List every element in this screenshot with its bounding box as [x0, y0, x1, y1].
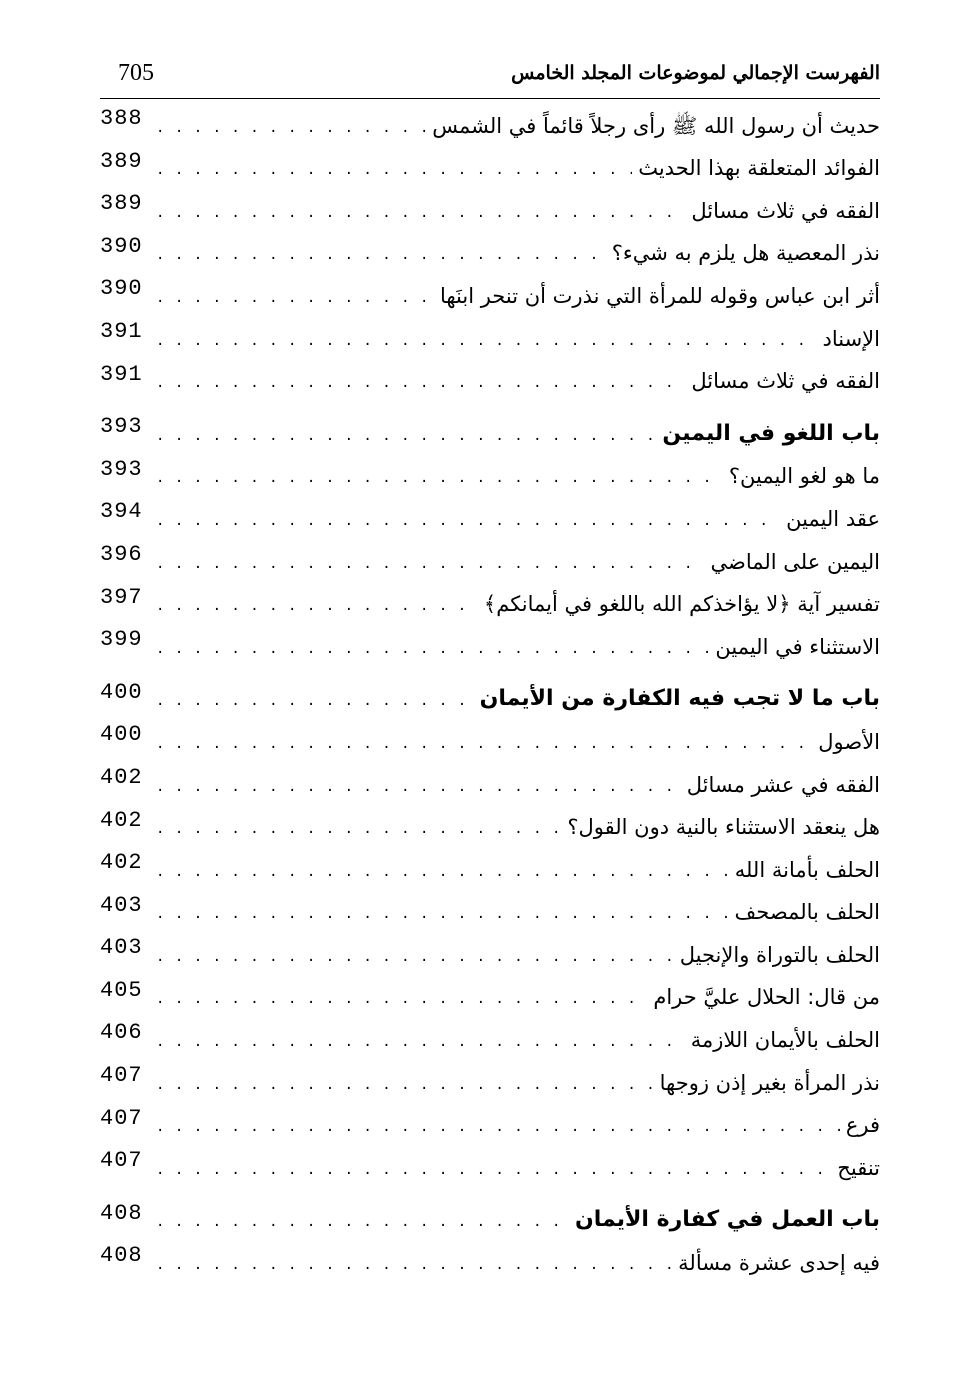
- toc-page-number: 407: [100, 1105, 143, 1131]
- toc-page-number: 405: [100, 977, 143, 1003]
- toc-entry[interactable]: [96, 929, 880, 972]
- toc-page-number: 407: [100, 1063, 143, 1089]
- dot-leader: [156, 737, 812, 759]
- toc-page-number: 407: [100, 1148, 143, 1174]
- dot-leader: [156, 1035, 685, 1057]
- toc-entry-title: من قال: الحلال عليَّ حرام: [653, 985, 880, 1010]
- running-title: الفهرست الإجمالي لموضوعات المجلد الخامس: [511, 62, 880, 84]
- toc-entry[interactable]: [96, 143, 880, 186]
- dot-leader: [156, 599, 478, 621]
- toc-page-number: 402: [100, 850, 143, 876]
- toc-entry[interactable]: [96, 579, 880, 622]
- dot-leader: [156, 992, 647, 1014]
- toc-page-number: 388: [100, 106, 143, 131]
- toc-entry-title: الحلف بالأيمان اللازمة: [690, 1028, 880, 1053]
- dot-leader: [156, 907, 729, 929]
- toc-entry[interactable]: [96, 1237, 880, 1280]
- toc-entry-title: نذر المعصية هل يلزم به شيء؟: [611, 241, 880, 266]
- toc-entry-title: ما هو لغو اليمين؟: [728, 464, 880, 489]
- dot-leader: [156, 121, 426, 143]
- toc-entry[interactable]: [96, 716, 880, 759]
- toc-page-number: 403: [100, 935, 143, 961]
- toc-entry-title: باب ما لا تجب فيه الكفارة من الأيمان: [479, 686, 880, 712]
- toc-page-number: 402: [100, 764, 143, 790]
- toc-entry-title: الإسناد: [822, 326, 880, 351]
- toc-chapter-heading[interactable]: [96, 674, 880, 717]
- toc-entry[interactable]: [96, 493, 880, 536]
- toc-entry[interactable]: [96, 100, 880, 143]
- dot-leader: [156, 950, 674, 972]
- toc-entry[interactable]: [96, 185, 880, 228]
- dot-leader: [156, 865, 729, 887]
- toc-entry-title: هل ينعقد الاستثناء بالنية دون القول؟: [567, 815, 880, 840]
- toc-entry-title: باب اللغو في اليمين: [662, 420, 880, 446]
- toc-page-number: 399: [100, 627, 143, 653]
- toc-entry-title: الأصول: [818, 729, 880, 754]
- toc-page-number: 390: [100, 276, 143, 302]
- toc-entry[interactable]: [96, 972, 880, 1015]
- toc-entry-title: فيه إحدى عشرة مسألة: [678, 1251, 880, 1276]
- dot-leader: [156, 334, 817, 356]
- dot-leader: [156, 163, 632, 185]
- dot-leader: [156, 291, 434, 313]
- table-of-contents: [96, 100, 880, 1280]
- toc-page-number: 403: [100, 892, 143, 918]
- toc-page-number: 390: [100, 233, 143, 259]
- toc-page-number: 408: [100, 1243, 143, 1269]
- toc-entry[interactable]: [96, 621, 880, 664]
- dot-leader: [156, 1120, 840, 1142]
- toc-entry-title: الفقه في عشر مسائل: [686, 772, 880, 797]
- toc-page-number: 408: [100, 1200, 143, 1226]
- toc-entry[interactable]: [96, 228, 880, 271]
- toc-page-number: 391: [100, 361, 143, 387]
- toc-page-number: 397: [100, 584, 143, 610]
- page-number: 705: [118, 60, 154, 86]
- toc-entry[interactable]: [96, 1100, 880, 1143]
- toc-entry[interactable]: [96, 802, 880, 845]
- toc-entry[interactable]: [96, 536, 880, 579]
- dot-leader: [156, 1215, 569, 1237]
- toc-entry-title: الحلف بالتوراة والإنجيل: [679, 942, 880, 967]
- toc-chapter-heading[interactable]: [96, 408, 880, 451]
- toc-page-number: 400: [100, 722, 143, 748]
- dot-leader: [156, 429, 656, 451]
- toc-entry[interactable]: [96, 451, 880, 494]
- toc-page-number: 394: [100, 499, 143, 525]
- toc-page-number: 402: [100, 807, 143, 833]
- toc-entry[interactable]: [96, 844, 880, 887]
- dot-leader: [156, 822, 561, 844]
- toc-page-number: 393: [100, 456, 143, 482]
- toc-entry-title: تنقيح: [837, 1155, 880, 1180]
- dot-leader: [156, 1078, 654, 1100]
- toc-entry[interactable]: [96, 887, 880, 930]
- dot-leader: [156, 780, 681, 802]
- dot-leader: [156, 376, 685, 398]
- toc-entry-title: الحلف بالمصحف: [734, 900, 880, 925]
- toc-page-number: 389: [100, 148, 143, 174]
- toc-page-number: 393: [100, 414, 143, 440]
- toc-page-number: 400: [100, 679, 143, 705]
- toc-chapter-heading[interactable]: [96, 1195, 880, 1238]
- toc-entry[interactable]: [96, 270, 880, 313]
- toc-entry[interactable]: [96, 1142, 880, 1185]
- toc-entry-title: حديث أن رسول الله ﷺ رأى رجلاً قائماً في الشمس: [432, 113, 880, 138]
- toc-entry[interactable]: [96, 313, 880, 356]
- toc-entry[interactable]: [96, 759, 880, 802]
- dot-leader: [156, 1258, 672, 1280]
- toc-entry-title: الفقه في ثلاث مسائل: [691, 198, 880, 223]
- toc-entry[interactable]: [96, 1014, 880, 1057]
- toc-entry-title: اليمين على الماضي: [710, 549, 880, 574]
- dot-leader: [156, 206, 685, 228]
- toc-entry[interactable]: [96, 356, 880, 399]
- toc-entry-title: عقد اليمين: [786, 506, 880, 531]
- toc-page-number: 406: [100, 1020, 143, 1046]
- header-divider: [100, 98, 880, 99]
- dot-leader: [156, 471, 723, 493]
- dot-leader: [156, 248, 606, 270]
- toc-entry-title: الفقه في ثلاث مسائل: [691, 369, 880, 394]
- toc-page-number: 389: [100, 191, 143, 217]
- dot-leader: [156, 514, 780, 536]
- toc-entry-title: الحلف بأمانة الله: [734, 857, 880, 882]
- dot-leader: [156, 1163, 831, 1185]
- page-header: [100, 58, 880, 96]
- toc-entry-title: باب العمل في كفارة الأيمان: [574, 1207, 880, 1233]
- dot-leader: [156, 642, 709, 664]
- toc-entry-title: الفوائد المتعلقة بهذا الحديث: [638, 156, 880, 181]
- dot-leader: [156, 557, 705, 579]
- toc-entry-title: نذر المرأة بغير إذن زوجها: [659, 1070, 880, 1095]
- toc-entry-title: الاستثناء في اليمين: [715, 634, 880, 659]
- toc-page-number: 396: [100, 541, 143, 567]
- toc-entry-title: أثر ابن عباس وقوله للمرأة التي نذرت أن تنحر ابنَها: [439, 283, 880, 308]
- toc-entry[interactable]: [96, 1057, 880, 1100]
- toc-entry-title: فرع: [845, 1113, 880, 1138]
- toc-entry-title: تفسير آية ﴿لا يؤاخذكم الله باللغو في أيمانكم﴾: [483, 592, 880, 617]
- dot-leader: [156, 694, 474, 716]
- toc-page-number: 391: [100, 318, 143, 344]
